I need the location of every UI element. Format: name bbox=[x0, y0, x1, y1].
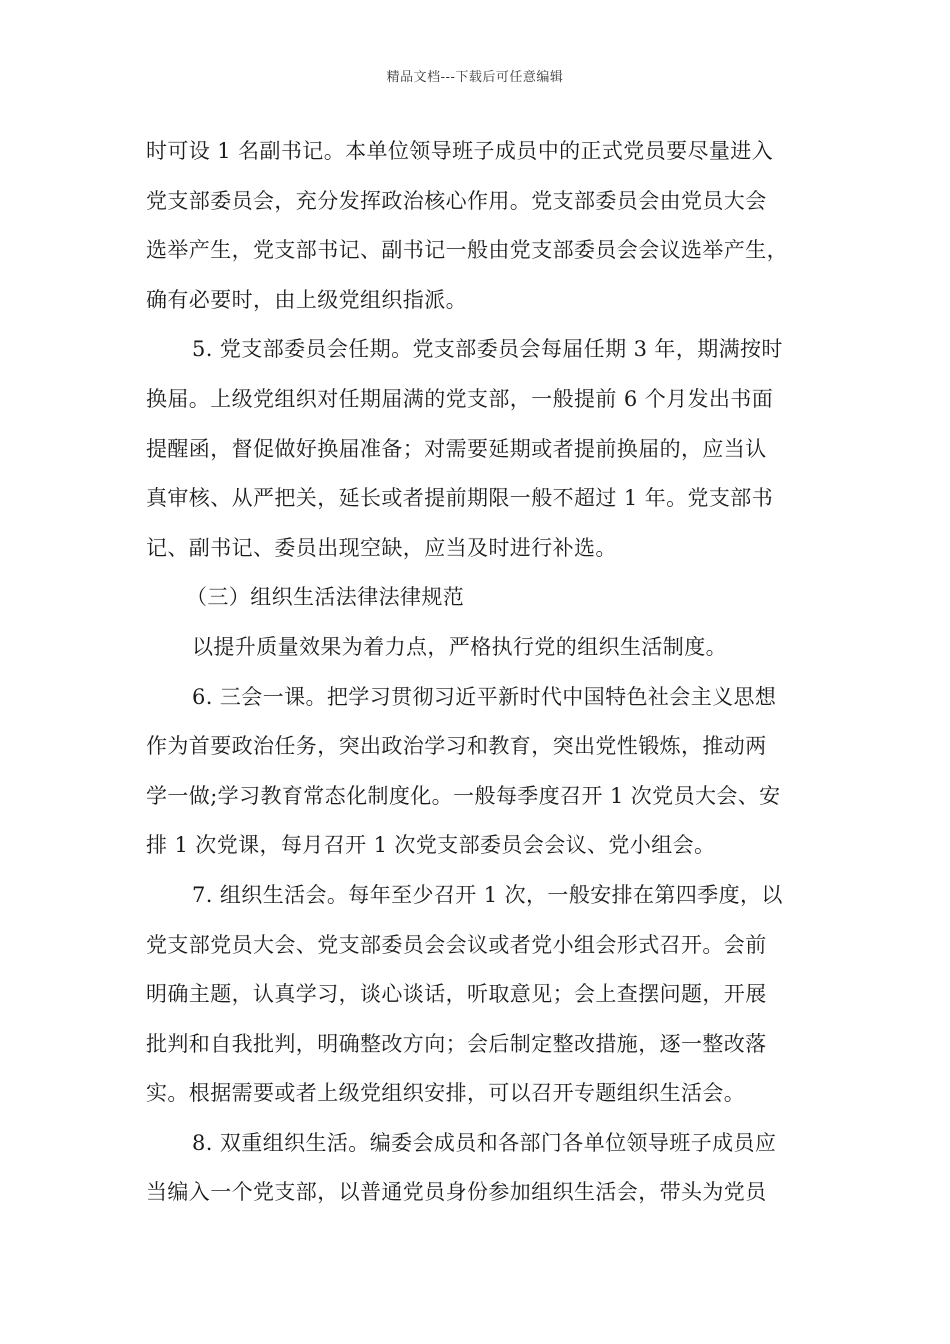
text-line: 党支部党员大会、党支部委员会会议或者党小组会形式召开。会前 bbox=[146, 932, 767, 957]
text-line: 记、副书记、委员出现空缺，应当及时进行补选。 bbox=[146, 535, 617, 560]
text-line: 换届。上级党组织对任期届满的党支部，一般提前 6 个月发出书面 bbox=[146, 386, 774, 411]
text-line: 明确主题，认真学习，谈心谈话，听取意见；会上查摆问题，开展 bbox=[146, 982, 767, 1007]
section-heading: （三）组织生活法律法律规范 bbox=[186, 585, 465, 610]
text-line: 学一做;学习教育常态化制度化。一般每季度召开 1 次党员大会、安 bbox=[146, 783, 781, 808]
paragraph-8-start: 8. 双重组织生活。编委会成员和各部门各单位领导班子成员应 bbox=[192, 1130, 777, 1155]
paragraph-7-start: 7. 组织生活会。每年至少召开 1 次，一般安排在第四季度，以 bbox=[192, 882, 783, 907]
section-intro: 以提升质量效果为着力点，严格执行党的组织生活制度。 bbox=[192, 634, 727, 659]
text-line: 确有必要时，由上级党组织指派。 bbox=[146, 287, 467, 312]
text-line: 批判和自我批判，明确整改方向；会后制定整改措施，逐一整改落 bbox=[146, 1031, 767, 1056]
text-line: 真审核、从严把关，延长或者提前期限一般不超过 1 年。党支部书 bbox=[146, 486, 774, 511]
paragraph-5-start: 5. 党支部委员会任期。党支部委员会每届任期 3 年，期满按时 bbox=[192, 337, 783, 362]
document-body bbox=[146, 127, 818, 1218]
text-line: 实。根据需要或者上级党组织安排，可以召开专题组织生活会。 bbox=[146, 1081, 746, 1106]
paragraph-6-start: 6. 三会一课。把学习贯彻习近平新时代中国特色社会主义思想 bbox=[192, 684, 777, 709]
text-line: 选举产生，党支部书记、副书记一般由党支部委员会会议选举产生， bbox=[146, 238, 788, 263]
text-line: 提醒函，督促做好换届准备；对需要延期或者提前换届的，应当认 bbox=[146, 436, 767, 461]
text-line: 党支部委员会，充分发挥政治核心作用。党支部委员会由党员大会 bbox=[146, 188, 767, 213]
text-line: 作为首要政治任务，突出政治学习和教育，突出党性锻炼，推动两 bbox=[146, 734, 767, 759]
text-line: 排 1 次党课，每月召开 1 次党支部委员会会议、党小组会。 bbox=[146, 833, 716, 858]
text-line: 当编入一个党支部，以普通党员身份参加组织生活会，带头为党员 bbox=[146, 1180, 767, 1205]
page-header: 精品文档---下载后可任意编辑 bbox=[386, 70, 564, 85]
text-line: 时可设 1 名副书记。本单位领导班子成员中的正式党员要尽量进入 bbox=[146, 139, 774, 163]
